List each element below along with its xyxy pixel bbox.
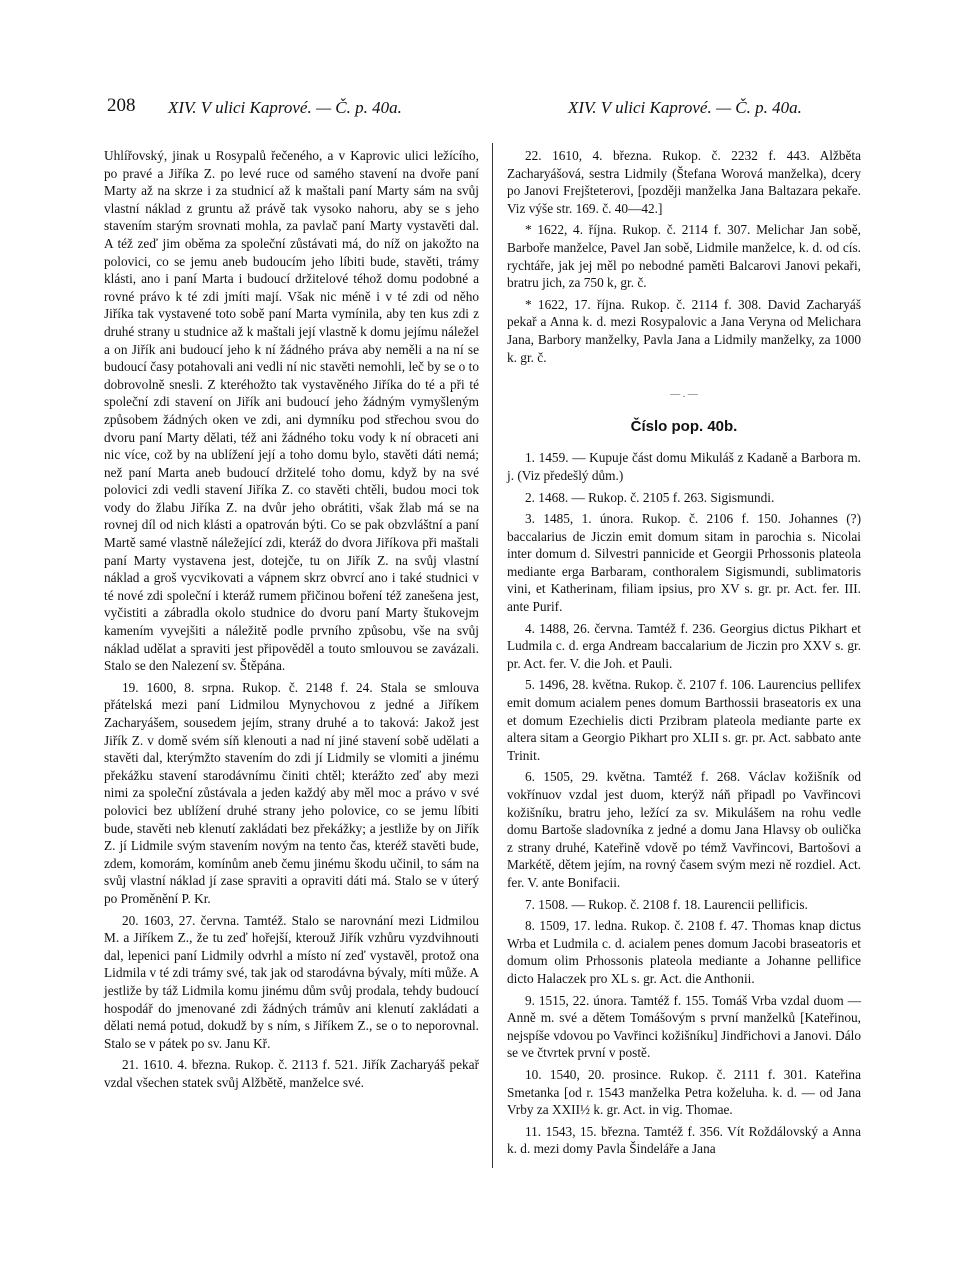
entry: 9. 1515, 22. února. Tamtéž f. 155. Tomáš Vrba vzdal duom — Anně m. své a dětem Tomášovým s první manželků [Kateřinou, nejspíše vdovou po Vavřinci kožišníku] Jindřichovi a Janovi. Dálo se ve čtvrtek první v postě. (507, 992, 861, 1061)
entry: 7. 1508. — Rukop. č. 2108 f. 18. Laurencii pellificis. (525, 896, 808, 912)
paragraph: Uhlířovský, jinak u Rosypalů řečeného, a v Kaprovic ulici ležícího, po pravé a Jiříka Z. po levé ruce od samého stavení na dvoře paní Marty až na skrze i za studnicí až k maštali paní Marty sám na svůj vlastní náklad z gruntu až právě tak vysoko nahoru, aby se s jeho stavením starým srovnati mohla, za pavlač paní Marty vystavěti dal. A též zeď jim oběma za společní zůstávati má, do níž on jakožto na polovici, co se jemu aneb budoucím jeho líbiti bude, stavěti, trámy klásti, ano i paní Marta i budoucí držitelové téhož domu podobné a rovné právo k té zdi jmíti mají. Však nic méně i v té zdi od něho Jiříka tak vystavené toto sobě paní Marta vymínila, aby ten kus zdi z druhé strany u studnice až k maštali její vlastně k domu jejímu náležel a on Jiřík ani budoucí jeho k ní žádného práva aby neměli a na ní se budoucí časy potahovali ani vedli ní nic stavěti nemohli, leč by se o to dobrovolně snesli. Z kteréhožto tak vystavěného Jiříka do té a při té společní zdi stavení on Jiřík ani budoucí jeho žádným vymyšleným způsobem žádných oken ve zdi, ani dymníku pod střechou svou do dvoru paní Marty dělati, též ani žádného toku vody k ní obraceti ani nic více, což by na ublížení její a toho domu bylo, stavěti dáti nemá; než paní Marta aneb budoucí držitelé toho domu, když by na své polovici zdi vedli stavení Jiříka Z. co stavěti chtěli, budou moci tok vody do žlabu Jiříka Z. na dvůr jeho obrátiti, však žlab má se na rovnej díl od nich klásti a opatrován býti. Co se pak obzvláštní a paní Martě samé vlastně náležející zdi, kteráž do dvora Jiříkova při maštali paní Marty vystavena jest, dotejče, tu on Jiřík Z. na svůj vlastní náklad a groš vycvikovati a vápnem skrz obvrcí ano i také studnici v té nové zdi společní i kteráž rumem přičinou boření též zanešena jest, vyčistiti a zábradla okolo studnice do dvoru paní Marty štukovejm kamením vyvejšiti a náležitě podle prvního způsobu, vše na svůj náklad udělat a spraviti jest připověděl a touto smlouvou se zavázali. Stalo se den Nalezení sv. Štěpána. (104, 148, 479, 674)
left-column (104, 147, 479, 1095)
running-head-left: XIV. V ulici Kaprové. — Č. p. 40a. (168, 98, 402, 117)
page-number: 208 (107, 95, 136, 116)
entry: 6. 1505, 29. května. Tamtéž f. 268. Václav kožišník od vokřínuov vzdal jest duom, kterýž náň připadl po Vavřincovi kožišníku, bratru jeho, ležící za sv. Mikulášem na rohu vedle domu Bartoše sladovníka z jedné a domu Jana Hlavsy ob oulička z strany druhé, Kateřině vdově po témž Vavřincovi, Bartošovi a Markétě, dětem jejím, na rovný časem svým mezi ně rozdiel. Act. fer. V. ante Bonifacii. (507, 769, 861, 890)
separator: — . — (670, 389, 698, 401)
entry: 10. 1540, 20. prosince. Rukop. č. 2111 f. 301. Kateřina Smetanka [od r. 1543 manželka Petra koželuha. k. d. — od Jana Vrby za XXII½ k. gr. Act. in vig. Thomae. (507, 1066, 861, 1118)
section-title: Číslo pop. 40b. (630, 417, 738, 435)
running-head-right: XIV. V ulici Kaprové. — Č. p. 40a. (568, 98, 802, 117)
paragraph: 21. 1610. 4. března. Rukop. č. 2113 f. 521. Jiřík Zacharyáš pekař vzdal všechen statek svůj Alžbětě, manželce své. (104, 1057, 479, 1090)
entry: 5. 1496, 28. května. Rukop. č. 2107 f. 106. Laurencius pellifex emit domum acialem penes domum Barthossii braseatoris ex una et domum Ezechielis dicti Przibram plateola mediante parte ex altera sitam a Georgio Pikhart pro XLII s. gr. pr. Act. sabbato ante Trinit. (507, 677, 861, 763)
column-divider (492, 143, 493, 1168)
entry: * 1622, 17. října. Rukop. č. 2114 f. 308. David Zacharyáš pekař a Anna k. d. mezi Rosypalovic a Jana Veryna od Melichara Jana, Barbory manželky, Pavla Jana a Lidmily manželky, za 1000 k. gr. č. (507, 296, 861, 365)
entry: 22. 1610, 4. března. Rukop. č. 2232 f. 443. Alžběta Zacharyášová, sestra Lidmily (Štefana Worová manželka), dcery po Janovi Frejšteterovi, [později manželka Jana Baltazara pekaře. Viz výše str. 169. č. 40—42.] (507, 148, 861, 216)
entry: 11. 1543, 15. března. Tamtéž f. 356. Vít Roždálovský a Anna k. d. mezi domy Pavla Šindeláře a Jana (507, 1123, 861, 1157)
right-column (507, 147, 861, 1162)
entry: 2. 1468. — Rukop. č. 2105 f. 263. Sigismundi. (525, 489, 775, 505)
entry: 3. 1485, 1. února. Rukop. č. 2106 f. 150. Johannes (?) baccalarius de Jiczin emit domum sitam in parochia s. Nicolai inter domum d. Silvestri pannicide et Georgii Prhossonis plateola mediante erga Barbaram, conthoralem Sigismundi, sublimatoris vini, et Katherinam, filiam ipsius, pro XV s. gr. pr. Act. fer. III. ante Purif. (507, 511, 861, 615)
entry: 4. 1488, 26. června. Tamtéž f. 236. Georgius dictus Pikhart et Ludmila c. d. erga Andream baccalarium de Jiczin pro XXV s. gr. pr. Act. fer. V. die Joh. et Pauli. (507, 620, 861, 671)
paragraph: 20. 1603, 27. června. Tamtéž. Stalo se narovnání mezi Lidmilou M. a Jiříkem Z., že tu zeď hořejší, kterouž Jiřík vzhůru vyzdvihnouti dal, lepenici paní Lidmily odvrhl a místo ní zeď vystavěl, protož ona Lidmila v té zdi trámy své, tak jak od starodávna bývaly, míti může. A jestliže by táž Lidmila komu jinému dům svůj prodala, tehdy budoucí hospodář do jmenované zdi žádných trámův ani klenutí zakládati a dělati nemá potud, dokudž by s ním, s Jiříkem Z., se o to neporovnal. Stalo se v pátek po sv. Janu Kř. (104, 912, 479, 1051)
paragraph: 19. 1600, 8. srpna. Rukop. č. 2148 f. 24. Stala se smlouva přátelská mezi paní Lidmilou Mynychovou z jedné a Jiříkem Zacharyášem, sousedem jejím, strany druhé a to taková: Jakož jest Jiřík Z. v domě svém síň klenouti a nad ní jiné stavení sobě udělati a stavěti dal, kterýmžto stavením do zdi jí Lidmily se vlomiti a jinému překážku stavení starodávnímu činiti chtěl; kterážto zeď aby mezi nimi za společní zůstávala a jeden každý aby měl moc a právo v své polovici bez ublížení druhé strany jeho polovice, co se jemu líbiti bude, stavěti neb klenutí zakládati bez překážky; a jestliže by on Jiřík Z. jí Lidmile svým stavením novým na tento čas, kteréž stavěti bude, zdem, komorám, komínům aneb čemu jinému škodu učinil, to sám na svůj vlastní náklad jí zase spraviti a opraviti dáti má. Stalo se v úterý po Proměnění P. Kr. (104, 679, 479, 906)
entry: * 1622, 4. října. Rukop. č. 2114 f. 307. Melichar Jan sobě, Barboře manželce, Pavel Jan sobě, Lidmile manželce, k. d. od cís. rychtáře, jak jej měl po nebodné paměti Balcarovi Janovi pekaři, bratru jich, za 750 k, gr. č. (507, 222, 861, 291)
entry: 8. 1509, 17. ledna. Rukop. č. 2108 f. 47. Thomas knap dictus Wrba et Ludmila c. d. acialem penes domum Jacobi braseatoris et domum olim Prhossonis plateola mediante a Johanne pellifice dicto Halaczek pro XL s. gr. Act. die Anthonii. (507, 918, 861, 986)
entry: 1. 1459. — Kupuje část domu Mikuláš z Kadaně a Barbora m. j. (Viz předešlý dům.) (507, 450, 861, 483)
